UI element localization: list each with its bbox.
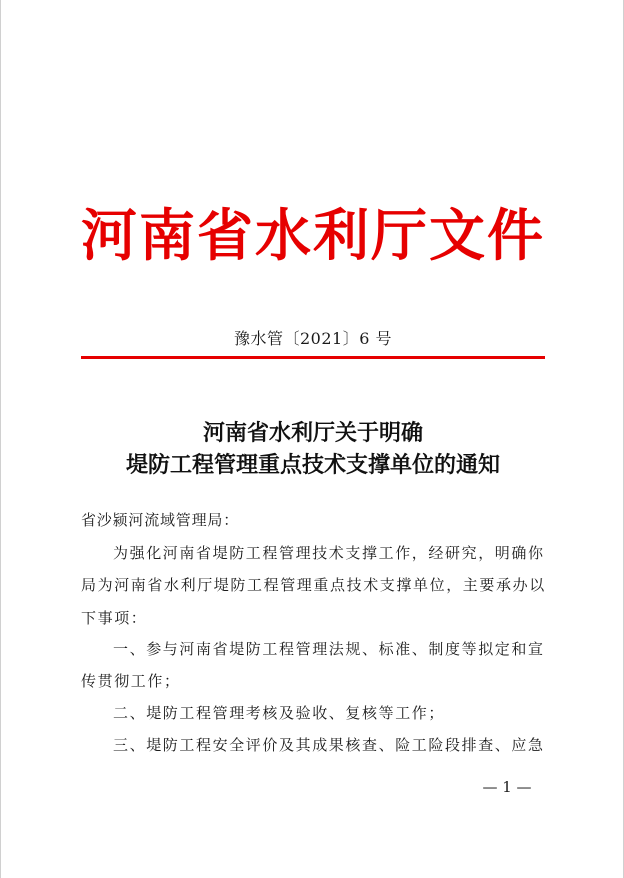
item-1-line-1: 一、参与河南省堤防工程管理法规、标准、制度等拟定和宣 [113, 640, 545, 658]
notice-title-line-1: 河南省水利厅关于明确 [202, 420, 423, 446]
item-2-line: 二、堤防工程管理考核及验收、复核等工作； [113, 704, 446, 722]
item-3-line: 三、堤防工程安全评价及其成果核查、险工险段排查、应急 [113, 736, 545, 754]
red-divider-line [81, 356, 545, 359]
recipient-line: 省沙颍河流域管理局： [81, 511, 240, 529]
document-number: 豫水管〔2021〕6 号 [234, 329, 392, 348]
paragraph-1-line-1: 为强化河南省堤防工程管理技术支撑工作，经研究，明确你 [113, 544, 545, 562]
paragraph-1-line-3: 下事项： [81, 609, 148, 627]
notice-title-line-2: 堤防工程管理重点技术支撑单位的通知 [125, 452, 500, 478]
item-1-line-2: 传贯彻工作； [81, 672, 181, 690]
page-number: — 1 — [482, 778, 532, 796]
paragraph-1-line-2: 局为河南省水利厅堤防工程管理重点技术支撑单位，主要承办以 [81, 576, 546, 594]
document-header-title: 河南省水利厅文件 [81, 203, 545, 269]
